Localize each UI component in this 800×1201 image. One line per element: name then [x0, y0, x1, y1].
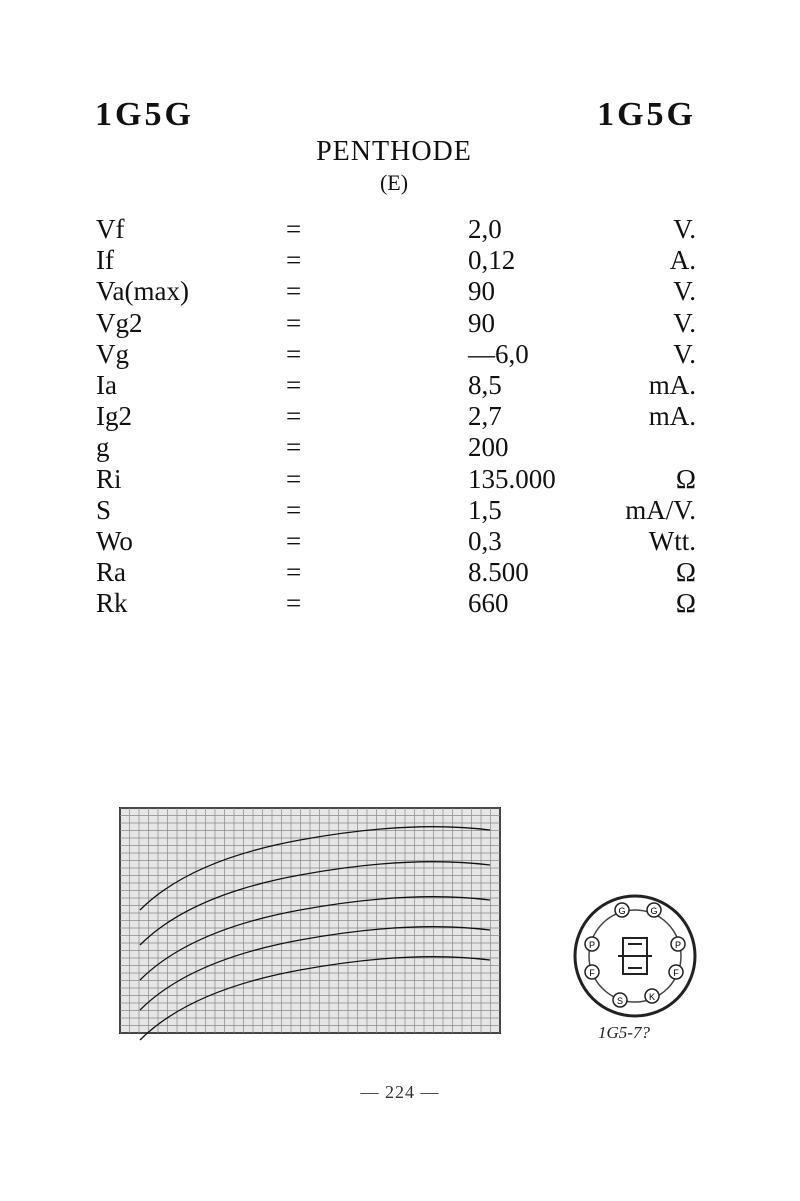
spec-equals: = [286, 432, 302, 463]
tube-base-diagram [568, 892, 702, 1042]
chart-grid [120, 808, 500, 1033]
spec-row [0, 276, 800, 307]
base-pin [647, 903, 661, 917]
spec-row [0, 370, 800, 401]
spec-equals: = [286, 276, 302, 307]
tube-class-subtitle: (E) [379, 170, 409, 195]
spec-symbol: Vf [96, 214, 125, 244]
spec-unit: mA/V. [625, 494, 696, 525]
base-pin-label: K [648, 992, 656, 1002]
spec-unit: A. [669, 245, 696, 276]
tube-class-title: PENTHODE [316, 136, 472, 167]
page-number: — 224 — [360, 1082, 440, 1102]
base-pin-label: F [673, 968, 679, 978]
spec-symbol: Ia [96, 370, 117, 400]
spec-value: 200 [468, 432, 509, 463]
characteristic-curves-chart [100, 800, 510, 1050]
spec-equals: = [286, 245, 302, 276]
base-pin-label: S [616, 996, 624, 1006]
spec-unit: Ω [675, 557, 696, 588]
spec-equals: = [286, 307, 302, 338]
base-pin [585, 937, 599, 951]
spec-row [0, 526, 800, 557]
spec-value: 660 [468, 588, 509, 619]
base-pin [585, 965, 599, 979]
spec-equals: = [286, 370, 302, 400]
spec-row [0, 339, 800, 370]
base-pin-label: G [650, 906, 658, 916]
spec-symbol: Wo [96, 526, 133, 556]
spec-equals: = [286, 463, 302, 494]
spec-value: 0,12 [468, 245, 516, 276]
spec-symbol: Ra [96, 557, 126, 588]
spec-equals: = [286, 214, 302, 244]
spec-unit: Ω [675, 463, 696, 494]
spec-unit: mA. [648, 401, 696, 432]
spec-value: —6,0 [468, 338, 529, 369]
spec-row [0, 214, 800, 245]
spec-symbol: Vg [96, 338, 129, 369]
spec-value: 90 [468, 276, 495, 307]
base-pin [613, 993, 627, 1007]
base-pin [669, 965, 683, 979]
spec-value: 2,0 [468, 214, 502, 244]
spec-row [0, 432, 800, 463]
spec-value: 8,5 [468, 370, 502, 400]
tube-type-right: 1G5G [597, 96, 696, 133]
spec-equals: = [286, 526, 302, 556]
spec-row [0, 464, 800, 495]
spec-unit: Wtt. [648, 526, 696, 556]
spec-equals: = [286, 494, 302, 525]
base-pin [671, 937, 685, 951]
base-pin [615, 903, 629, 917]
spec-row [0, 308, 800, 339]
spec-symbol: Ri [96, 463, 122, 494]
spec-unit: mA. [648, 370, 696, 400]
spec-unit: V. [673, 307, 696, 338]
spec-equals: = [286, 338, 302, 369]
spec-symbol: Vg2 [96, 307, 143, 338]
spec-symbol: Ig2 [96, 401, 132, 432]
base-pin-label: F [589, 968, 595, 978]
spec-symbol: g [96, 432, 110, 463]
spec-symbol: S [96, 494, 112, 525]
spec-unit: V. [673, 276, 696, 307]
spec-value: 8.500 [468, 557, 529, 588]
base-pin [645, 989, 659, 1003]
spec-unit: Ω [675, 588, 696, 619]
spec-row [0, 495, 800, 526]
spec-equals: = [286, 401, 302, 432]
spec-symbol: Va(max) [96, 276, 189, 307]
spec-row [0, 557, 800, 588]
spec-value: 135.000 [468, 463, 556, 494]
spec-row [0, 588, 800, 619]
spec-equals: = [286, 557, 302, 588]
spec-symbol: Rk [96, 588, 128, 619]
spec-value: 0,3 [468, 526, 502, 556]
spec-row [0, 401, 800, 432]
base-pin-label: P [588, 940, 596, 950]
tube-type-left: 1G5G [95, 96, 194, 133]
electrode-symbol [618, 938, 652, 974]
spec-unit: V. [673, 338, 696, 369]
spec-value: 2,7 [468, 401, 502, 432]
spec-symbol: If [96, 245, 114, 276]
spec-unit: V. [673, 214, 696, 244]
spec-row [0, 245, 800, 276]
spec-value: 1,5 [468, 494, 502, 525]
spec-value: 90 [468, 307, 495, 338]
spec-equals: = [286, 588, 302, 619]
base-pin-label: G [618, 906, 626, 916]
base-diagram-caption: 1G5-7? [598, 1023, 650, 1042]
base-pin-label: P [674, 940, 682, 950]
